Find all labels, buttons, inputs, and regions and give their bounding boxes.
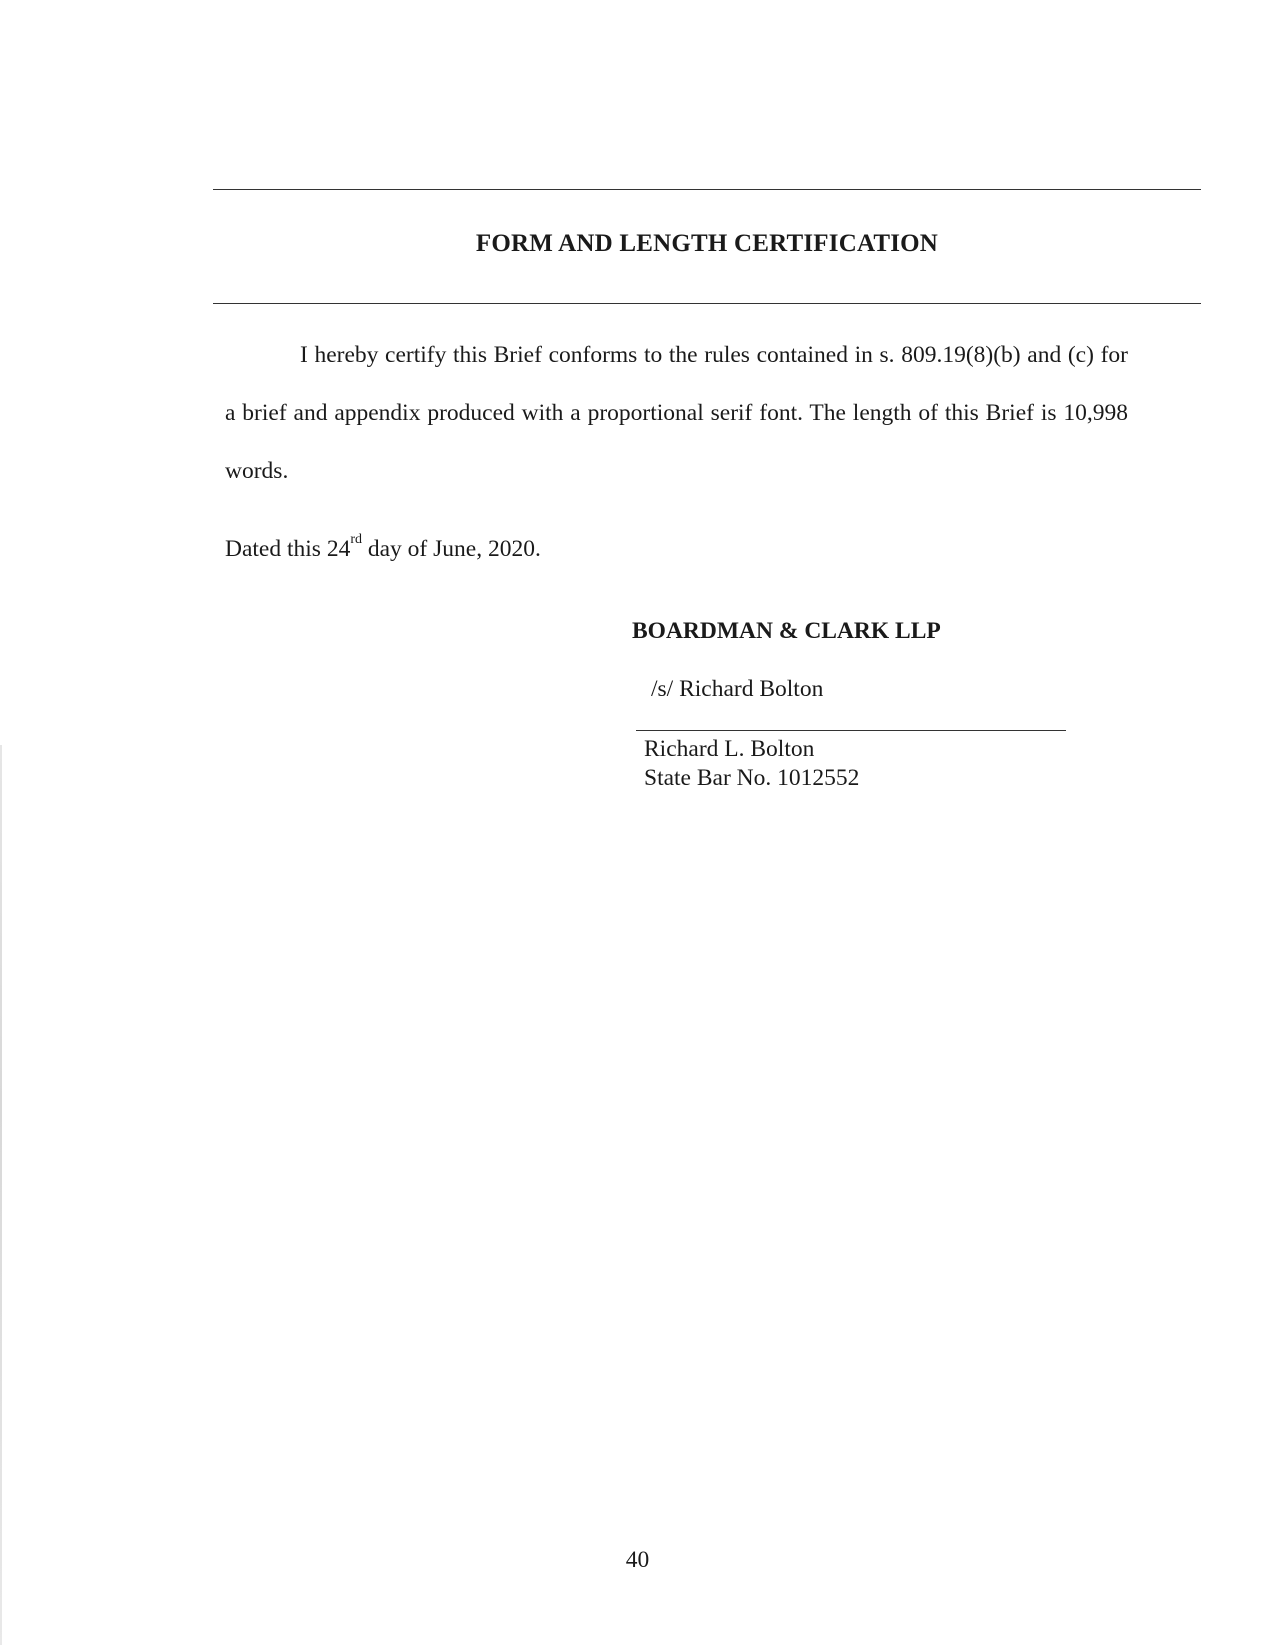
signature-line — [636, 730, 1066, 731]
dated-ordinal-suffix: rd — [350, 532, 362, 547]
page-number: 40 — [625, 1547, 650, 1573]
signer-name: Richard L. Bolton — [644, 736, 815, 762]
bottom-rule — [213, 303, 1201, 304]
dated-line — [225, 532, 541, 563]
certification-paragraph: I hereby certify this Brief conforms to the rules contained in s. 809.19(8)(b) and (c) for a brief and appendix produced with a proportional serif font. The length of this Brief is 10,998 words. — [225, 342, 1128, 484]
section-heading: FORM AND LENGTH CERTIFICATION — [475, 230, 939, 257]
firm-name: BOARDMAN & CLARK LLP — [632, 618, 941, 644]
dated-suffix: day of June, 2020. — [362, 536, 541, 562]
bar-number: State Bar No. 1012552 — [644, 765, 860, 791]
electronic-signature: /s/ Richard Bolton — [651, 676, 824, 702]
top-rule — [213, 189, 1201, 190]
scan-edge-shadow — [0, 745, 2, 1645]
dated-prefix: Dated this 24 — [225, 536, 351, 562]
